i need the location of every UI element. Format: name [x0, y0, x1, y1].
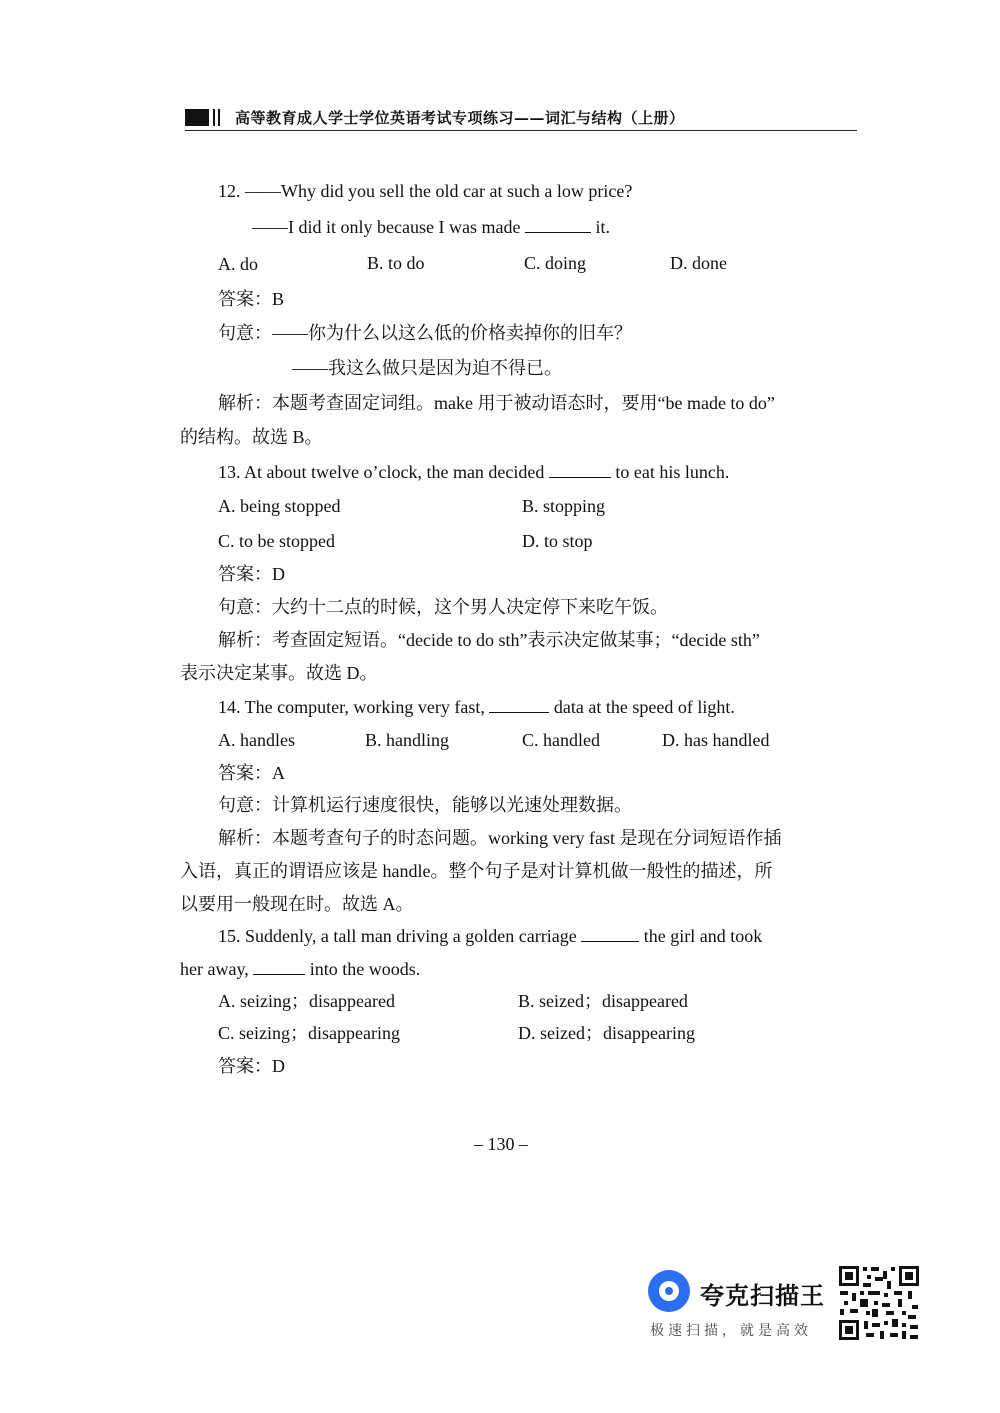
- q15-prompt: 15. Suddenly, a tall man driving a golden carriage the girl and took: [218, 926, 763, 946]
- q14-analysis-2: 入语，真正的谓语应该是 handle。整个句子是对计算机做一般性的描述，所: [180, 861, 773, 881]
- q12-option-c: C. doing: [524, 253, 587, 273]
- q12-answer: 答案：B: [218, 289, 285, 309]
- header-mark-icon: [185, 109, 223, 126]
- q14-analysis-3: 以要用一般现在时。故选 A。: [180, 894, 414, 914]
- q13-answer: 答案：D: [218, 564, 285, 584]
- q13-option-b: B. stopping: [522, 496, 606, 516]
- q13-option-a: A. being stopped: [218, 496, 341, 516]
- q15-option-c: C. seizing；disappearing: [218, 1023, 400, 1043]
- watermark-slogan: 极速扫描，就是高效: [650, 1323, 812, 1339]
- q13-prompt: 13. At about twelve o’clock, the man decided to eat his lunch.: [218, 462, 730, 482]
- watermark-name: 夸克扫描王: [700, 1282, 825, 1310]
- q14-option-a: A. handles: [218, 730, 295, 750]
- q12-option-b: B. to do: [367, 253, 425, 273]
- q13-analysis-1: 解析：考查固定短语。“decide to do sth”表示决定做某事；“decide sth”: [218, 630, 760, 650]
- header-title: 高等教育成人学士学位英语考试专项练习——词汇与结构（上册）: [235, 108, 685, 127]
- q12-meaning-2: ——我这么做只是因为迫不得已。: [292, 358, 562, 378]
- page-number: – 130 –: [474, 1134, 528, 1154]
- q14-option-c: C. handled: [522, 730, 600, 750]
- q15-prompt-line-2: her away, into the woods.: [180, 959, 421, 979]
- q13-meaning: 句意：大约十二点的时候，这个男人决定停下来吃午饭。: [218, 597, 668, 617]
- q13-analysis-2: 表示决定某事。故选 D。: [180, 663, 378, 683]
- scanner-watermark: [648, 1268, 838, 1338]
- q14-option-d: D. has handled: [662, 730, 770, 750]
- q15-option-a: A. seizing；disappeared: [218, 991, 395, 1011]
- quark-logo-icon: [648, 1270, 690, 1312]
- q13-option-d: D. to stop: [522, 531, 593, 551]
- q15-option-b: B. seized；disappeared: [518, 991, 688, 1011]
- q14-prompt: 14. The computer, working very fast, data at the speed of light.: [218, 697, 735, 717]
- q12-prompt: 12. ——Why did you sell the old car at such a low price?: [218, 181, 633, 201]
- q12-option-a: A. do: [218, 254, 258, 274]
- q12-option-d: D. done: [670, 253, 727, 273]
- q12-analysis-2: 的结构。故选 B。: [180, 427, 323, 447]
- page-header: [185, 104, 857, 131]
- q12-meaning-1: 句意：——你为什么以这么低的价格卖掉你的旧车？: [218, 323, 632, 343]
- q15-answer: 答案：D: [218, 1056, 285, 1076]
- q12-analysis-1: 解析：本题考查固定词组。make 用于被动语态时，要用“be made to do”: [218, 393, 775, 413]
- q12-reply: ——I did it only because I was made it.: [252, 217, 610, 237]
- q15-option-d: D. seized；disappearing: [518, 1023, 695, 1043]
- q13-option-c: C. to be stopped: [218, 531, 335, 551]
- qr-code-icon: [838, 1265, 920, 1341]
- q14-analysis-1: 解析：本题考查句子的时态问题。working very fast 是现在分词短语作插: [218, 828, 782, 848]
- q14-option-b: B. handling: [365, 730, 449, 750]
- q14-answer: 答案：A: [218, 763, 285, 783]
- q14-meaning: 句意：计算机运行速度很快，能够以光速处理数据。: [218, 795, 632, 815]
